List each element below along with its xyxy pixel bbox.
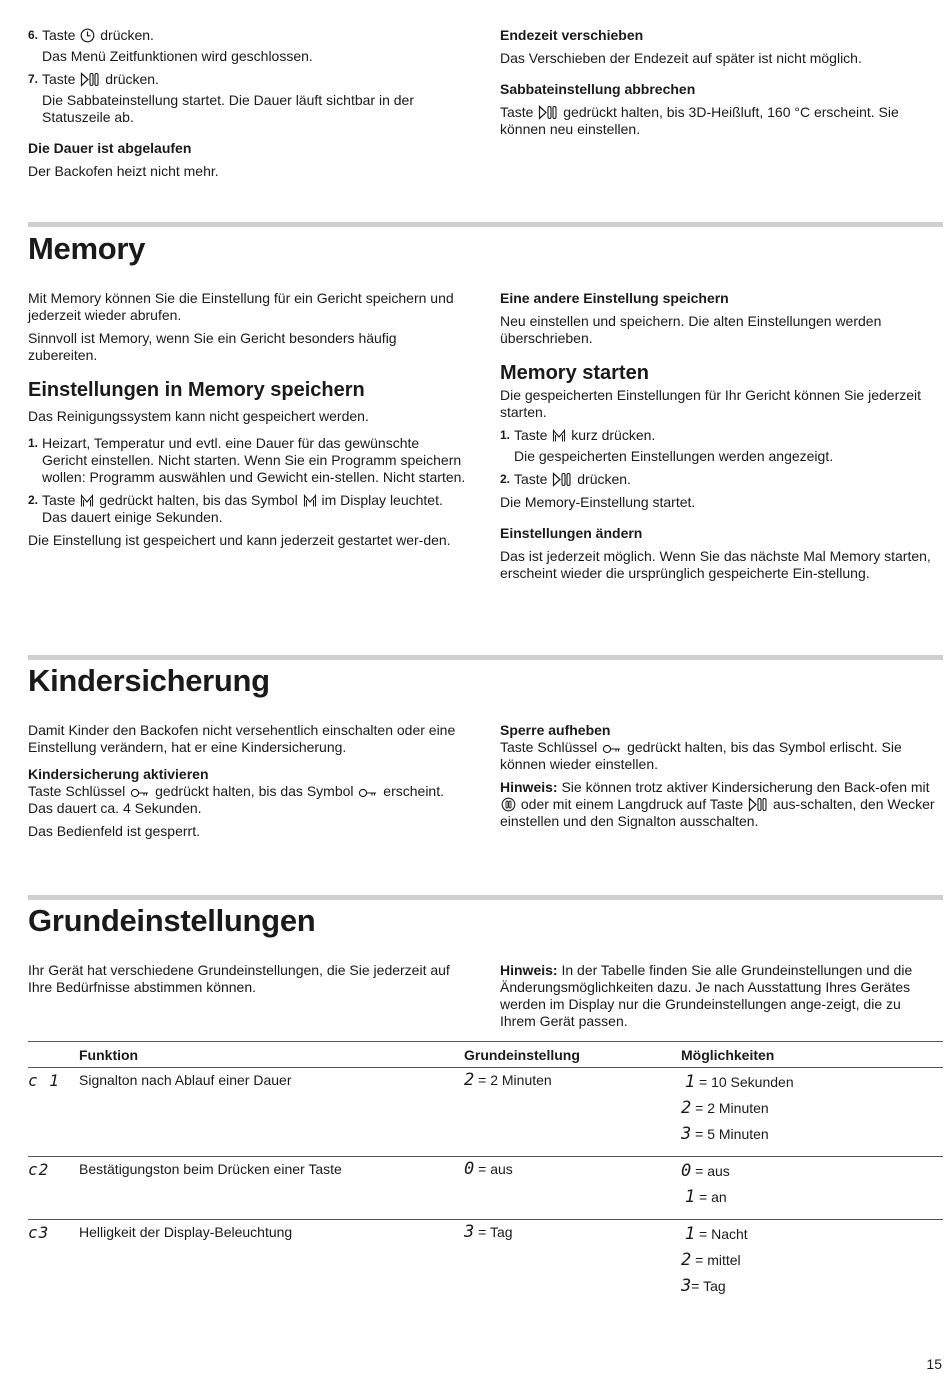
clock-icon [80,28,95,43]
memory-intro-2: Sinnvoll ist Memory, wenn Sie ein Gericht besonders häufig zubereiten. [28,330,397,363]
setting-options [681,1220,943,1309]
dauer-text: Der Backofen heizt nicht mehr. [28,163,219,179]
table-header: Grundeinstellung [464,1042,681,1068]
table-row [28,1220,943,1309]
option-text: = mittel [695,1252,741,1268]
top-right-column [500,27,940,144]
setting-code: c3 [28,1223,50,1242]
memory-icon [303,494,317,508]
option-item [681,1098,943,1124]
step-text: drücken. [105,71,159,87]
kinder-right-column [500,722,940,836]
memory-start-result: Die Memory-Einstellung startet. [500,494,696,510]
default-text: = 2 Minuten [478,1072,552,1088]
memory-start-step-1 [500,427,940,465]
setting-code: c 1 [28,1071,60,1090]
table-header-row [28,1042,943,1068]
option-text: = 10 Sekunden [699,1074,794,1090]
memory-other-heading: Eine andere Einstellung speichern [500,290,729,306]
memory-title: Memory [28,231,146,266]
default-digit: 0 [464,1159,475,1179]
kinder-intro: Damit Kinder den Backofen nicht versehentlich einschalten oder eine Einstellung verändern, hat er eine Kindersicherung. [28,722,456,755]
power-icon [501,797,516,812]
option-digit: 0 [681,1161,692,1181]
table-row [28,1068,943,1157]
option-text: = 2 Minuten [695,1100,769,1116]
hint-text: oder mit einem Langdruck auf Taste [520,796,744,812]
setting-function: Signalton nach Ablauf einer Dauer [79,1068,464,1157]
release-pre: Taste Schlüssel [500,739,598,755]
hint-label: Hinweis: [500,779,558,795]
step-text: Taste [42,492,76,508]
default-text: = aus [478,1161,513,1177]
setting-default [464,1157,681,1220]
step-text: drücken. [577,471,631,487]
step-text: Taste [42,71,76,87]
kinder-release-text [500,739,940,773]
memory-right-column [500,290,940,588]
memory-icon [552,429,566,443]
memory-change-heading: Einstellungen ändern [500,525,643,541]
option-digit: 3 [681,1276,692,1296]
dauer-heading: Die Dauer ist abgelaufen [28,140,192,156]
option-text: = Tag [691,1278,726,1294]
default-text: = Tag [478,1224,513,1240]
step-text: Taste [514,471,548,487]
kinder-hint [500,779,940,830]
step-number: 7. [28,72,39,86]
settings-table [28,1041,943,1308]
option-text: = an [699,1189,727,1205]
endezeit-text: Das Verschieben der Endezeit auf später ist nicht möglich. [500,50,862,66]
step-number: 1. [28,436,39,450]
step-number: 6. [28,28,39,42]
table-header [28,1042,79,1068]
kinder-left-column [28,722,468,846]
section-divider [28,895,943,900]
setting-default [464,1220,681,1309]
memory-left-column [28,290,468,555]
memory-change-text: Das ist jederzeit möglich. Wenn Sie das nächste Mal Memory starten, erscheint wieder die ursprünglich gespeicherte Ein-stellung. [500,548,931,581]
option-item [681,1187,943,1213]
kinder-title: Kindersicherung [28,663,270,698]
step-result: Die Sabbateinstellung startet. Die Dauer läuft sichtbar in der Statuszeile ab. [42,92,414,125]
key-icon [602,743,622,755]
grund-title: Grundeinstellungen [28,903,316,938]
step-text: im Display leuchtet. Das dauert einige Sekunden. [42,492,443,525]
grund-left-column [28,962,468,1002]
option-item [681,1224,943,1250]
kinder-release-heading: Sperre aufheben [500,722,611,738]
memory-other-text: Neu einstellen und speichern. Die alten Einstellungen werden überschrieben. [500,313,882,346]
top-left-column [28,27,468,186]
table-header: Funktion [79,1042,464,1068]
option-text: = aus [695,1163,730,1179]
step-result: Die gespeicherten Einstellungen werden angezeigt. [514,448,834,464]
default-digit: 2 [464,1070,475,1090]
grund-hint [500,962,940,1030]
activate-post: erscheint. Das dauert ca. 4 Sekunden. [28,783,444,816]
grund-right-column [500,962,940,1036]
option-item [681,1250,943,1276]
release-post: gedrückt halten, bis das Symbol erlischt. Sie können wieder einstellen. [500,739,902,772]
section-divider [28,222,943,227]
setting-function: Bestätigungston beim Drücken einer Taste [79,1157,464,1220]
step-7 [28,71,468,126]
step-number: 2. [28,493,39,507]
memory-start-text: Die gespeicherten Einstellungen für Ihr Gericht können Sie jederzeit starten. [500,387,922,420]
step-text: Heizart, Temperatur und evtl. eine Dauer für das gewünschte Gericht einstellen. Nicht starten. Wenn Sie ein Programm speichern wollen: Programm auswählen und Gewicht ein-stellen. Nicht starten. [42,435,466,485]
setting-code: c2 [28,1160,50,1179]
start-stop-icon [538,105,558,120]
setting-function: Helligkeit der Display-Beleuchtung [79,1224,293,1240]
hint-text: aus-schalten, den Wecker einstellen und den Signalton ausschalten. [500,796,935,829]
abbrechen-text [500,104,940,138]
abbrechen-pre: Taste [500,104,534,120]
start-stop-icon [80,72,100,87]
option-digit: 1 [684,1187,696,1207]
memory-save-step-1 [28,435,468,486]
start-stop-icon [748,797,768,812]
memory-save-heading: Einstellungen in Memory speichern [28,379,365,401]
abbrechen-heading: Sabbateinstellung abbrechen [500,81,696,97]
hint-label: Hinweis: [500,962,558,978]
option-digit: 3 [681,1124,692,1144]
kinder-activate-text [28,783,468,817]
grund-intro: Ihr Gerät hat verschiedene Grundeinstellungen, die Sie jederzeit auf Ihre Bedürfnisse abstimmen können. [28,962,450,995]
start-stop-icon [552,472,572,487]
memory-save-step-2 [28,492,468,526]
table-header: Möglichkeiten [681,1042,943,1068]
key-icon [358,787,378,799]
step-number: 1. [500,428,511,442]
memory-start-step-2 [500,471,940,488]
step-text: kurz drücken. [571,427,656,443]
step-text: Taste [514,427,548,443]
kinder-locked: Das Bedienfeld ist gesperrt. [28,823,200,839]
memory-start-heading: Memory starten [500,362,649,384]
setting-options [681,1068,943,1157]
default-digit: 3 [464,1222,475,1242]
option-item [681,1276,943,1302]
step-text: drücken. [100,27,154,43]
option-digit: 1 [684,1072,696,1092]
option-digit: 2 [681,1250,692,1270]
option-item [681,1161,943,1187]
step-text: Taste [42,27,76,43]
section-divider [28,655,943,660]
activate-pre: Taste Schlüssel [28,783,126,799]
step-6 [28,27,468,65]
hint-text: Sie können trotz aktiver Kindersicherung den Back-ofen mit [561,779,930,795]
memory-save-note: Das Reinigungssystem kann nicht gespeichert werden. [28,408,369,424]
option-digit: 1 [684,1224,696,1244]
abbrechen-post: gedrückt halten, bis 3D-Heißluft, 160 °C erscheint. Sie können neu einstellen. [500,104,899,137]
key-icon [130,787,150,799]
memory-icon [80,494,94,508]
kinder-activate-heading: Kindersicherung aktivieren [28,766,209,782]
step-number: 2. [500,472,511,486]
activate-mid: gedrückt halten, bis das Symbol [155,783,354,799]
table-row [28,1157,943,1220]
option-text: = Nacht [699,1226,748,1242]
setting-options [681,1157,943,1220]
setting-default [464,1068,681,1157]
option-text: = 5 Minuten [695,1126,769,1142]
memory-save-result: Die Einstellung ist gespeichert und kann jederzeit gestartet wer-den. [28,532,451,548]
step-text: gedrückt halten, bis das Symbol [99,492,298,508]
page-number: 15 [926,1356,942,1372]
option-item [681,1124,943,1150]
option-item [681,1072,943,1098]
hint-text: In der Tabelle finden Sie alle Grundeinstellungen und die Änderungsmöglichkeiten dazu. Je nach Ausstattung Ihres Gerätes werden im Display nur die Grundeinstellungen ange-zeigt, die zu Ihrem Gerät passen. [500,962,913,1029]
option-digit: 2 [681,1098,692,1118]
endezeit-heading: Endezeit verschieben [500,27,644,43]
memory-intro-1: Mit Memory können Sie die Einstellung für ein Gericht speichern und jederzeit wieder abrufen. [28,290,454,323]
step-result: Das Menü Zeitfunktionen wird geschlossen. [42,48,313,64]
